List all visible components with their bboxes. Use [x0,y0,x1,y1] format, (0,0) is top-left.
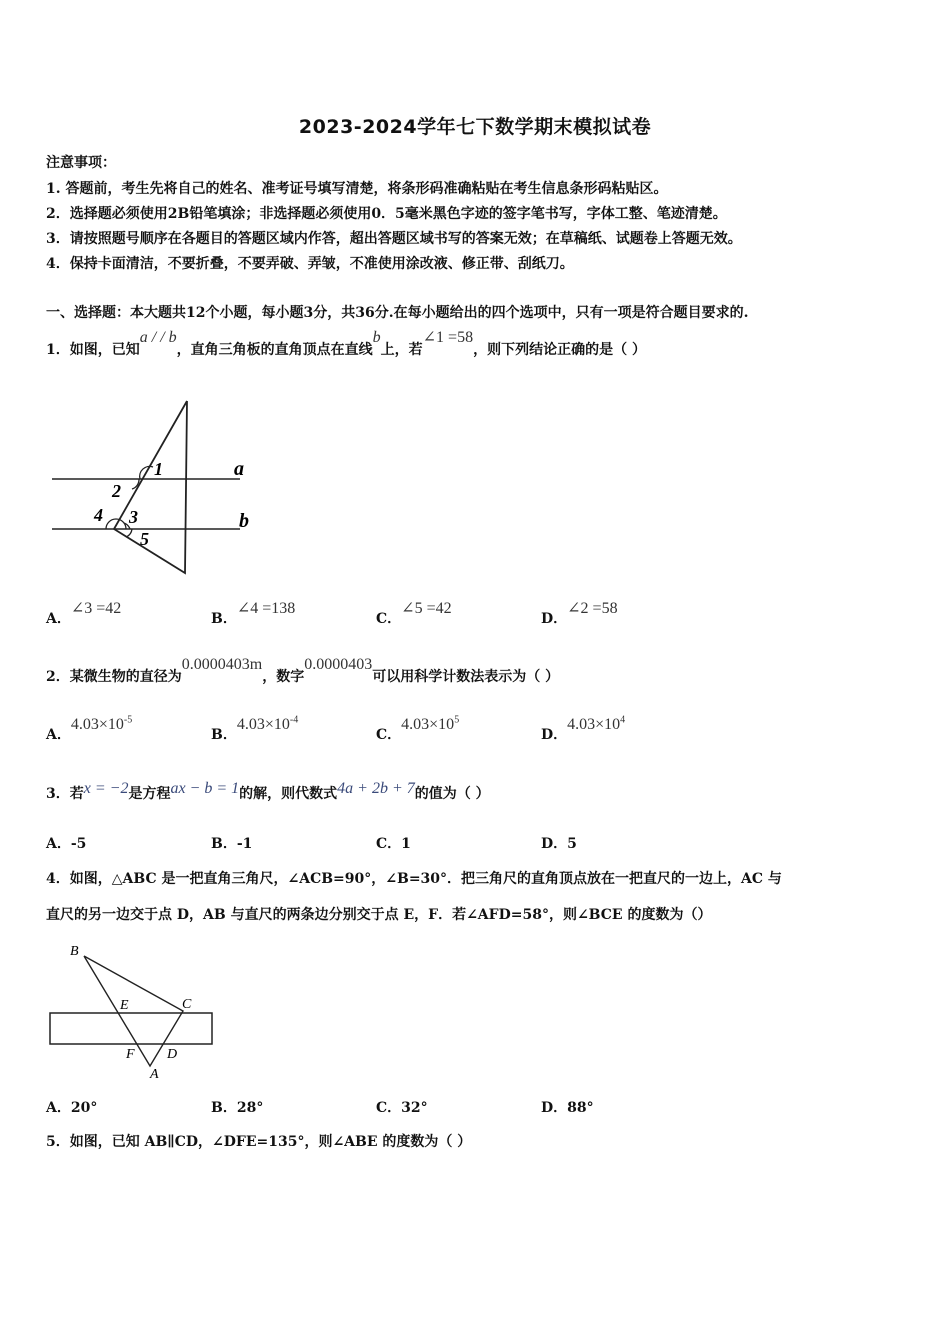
label-B: B [70,944,79,959]
label-b: b [239,510,249,532]
q4-option-c: C．32° [376,1100,428,1116]
q1-text: 上，若 [380,342,423,358]
q3-option-a: A．-5 [46,836,87,852]
q1-option-a: A．∠3 =42 [46,600,122,627]
q3-option-c: C．1 [376,836,411,852]
q1-option-c: C．∠5 =42 [376,600,452,627]
q2-option-c: C．$4.03\times 10^5$ [376,714,460,743]
label-5: 5 [140,529,149,549]
q4-option-d: D．88° [541,1100,594,1116]
label-4: 4 [94,505,103,525]
label-C: C [182,997,192,1012]
notice-item: 3．请按照题号顺序在各题目的答题区域内作答，超出答题区域书写的答案无效；在草稿纸、试题卷上答题无效。 [46,231,742,247]
q2-option-a: A．$4.03\times 10^{-5}$ [46,714,133,743]
label-A: A [150,1067,159,1082]
label-3: 3 [129,507,138,527]
q1-math: b [372,329,381,346]
q4-option-b: B．28° [211,1100,264,1116]
q4-figure [40,936,225,1086]
q1-math: ∠1 =58 [422,329,474,346]
label-D: D [167,1047,178,1062]
q3-option-b: B．-1 [211,836,253,852]
section-heading: 一、选择题：本大题共12个小题，每小题3分，共36分.在每小题给出的四个选项中，只有一项是符合题目要求的. [46,305,749,321]
right-triangle [114,401,187,573]
notice-heading: 注意事项： [46,155,116,171]
question-4-line1: 4．如图，△ABC 是一把直角三角尺，∠ACB=90°，∠B=30°．把三角尺的直角顶点放在一把直尺的一边上，AC 与 [46,871,782,887]
label-F: F [126,1047,135,1062]
notice-item: 1. 答题前，考生先将自己的姓名、准考证号填写清楚，将条形码准确粘贴在考生信息条形码粘贴区。 [46,181,668,197]
label-1: 1 [154,459,163,479]
q1-option-b: B．∠4 =138 [211,600,296,627]
q4-option-a: A．20° [46,1100,98,1116]
question-2: 2．某微生物的直径为0.0000403m，数字0.0000403可以用科学计数法表示为（ ） [46,656,560,685]
notice-item: 2．选择题必须使用2B铅笔填涂；非选择题必须使用0．5毫米黑色字迹的签字笔书写，字体工整、笔迹清楚。 [46,206,727,222]
question-5: 5．如图，已知 AB∥CD，∠DFE=135°，则∠ABE 的度数为（ ） [46,1134,472,1150]
q1-figure [40,395,270,585]
q1-math: a / / b [139,329,177,346]
q1-option-d: D．∠2 =58 [541,600,618,627]
label-2: 2 [112,481,121,501]
question-3: 3．若x = −2是方程ax − b = 1的解，则代数式4a + 2b + 7的值为（ ） [46,780,490,802]
ruler [50,1013,212,1044]
notice-item: 4．保持卡面清洁，不要折叠，不要弄破、弄皱，不准使用涂改液、修正带、刮纸刀。 [46,256,574,272]
q1-text: ，则下列结论正确的是（ ） [473,342,646,358]
q2-option-b: B．$4.03\times 10^{-4}$ [211,714,299,743]
question-4-line2: 直尺的另一边交于点 D，AB 与直尺的两条边分别交于点 E，F．若∠AFD=58°，则∠BCE 的度数为（） [46,907,712,923]
q1-text: ，直角三角板的直角顶点在直线 [176,342,373,358]
q3-option-d: D．5 [541,836,577,852]
question-1 [46,329,646,359]
q1-text: 1．如图，已知 [46,342,140,358]
page-title: 2023-2024学年七下数学期末模拟试卷 [298,116,652,138]
label-a: a [234,458,244,480]
label-E: E [120,998,129,1013]
q2-option-d: D．$4.03\times 10^4$ [541,714,626,743]
